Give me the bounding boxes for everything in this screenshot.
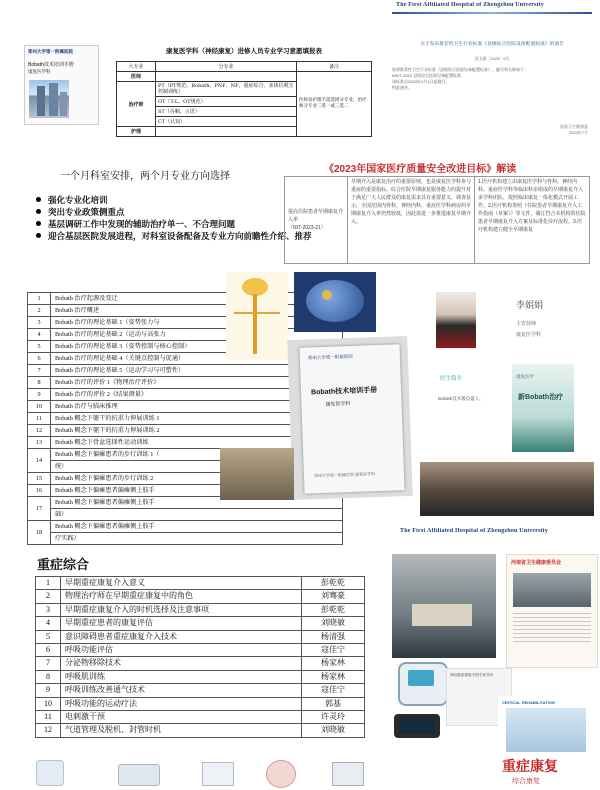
icu-lecturer: 杨家林: [302, 670, 365, 683]
icu-no: 8: [36, 670, 61, 683]
course-name: Bobath 概念下偏瘫患者偏瘫侧上肢手: [51, 485, 343, 497]
course-no: 11: [28, 413, 51, 425]
icu-topic: 呼吸功能评估: [61, 644, 302, 657]
critical-banner: CRITICAL REHABILITATION: [502, 700, 555, 705]
course-name: Bobath 概念下躯干的抗重力伸展训练 2: [51, 425, 343, 437]
form-header: 大专业: [117, 62, 156, 72]
section-2: [0, 132, 600, 264]
icu-no: 9: [36, 684, 61, 697]
icu-no: 1: [36, 577, 61, 590]
course-name-cont: 疗实践）: [51, 533, 343, 545]
manual-title: Bobath技术培训手册: [310, 387, 378, 397]
icu-lecturer: 杨清强: [302, 630, 365, 643]
goal-code: （NIT-2023-21）: [288, 225, 326, 231]
book-cover: [512, 364, 574, 452]
goal-col1: 早期介入是康复治疗的重要原则，也是康复医学科参与重症的重要指标。综合医院早期康复服务能力的提升对于满足广大人民群众的康复需求具有重要意义。调查显示，全国范围内骨科、神经内科、重症医学科病房的早期康复介入率仍然较低，因此需进一步推进康复早期介入。: [348, 177, 475, 264]
course-no: 7: [28, 365, 51, 377]
icu-lecturer: 许灵玲: [302, 711, 365, 724]
icu-no: 11: [36, 711, 61, 724]
notice-line: 该标准自2024年1月1日起施行。: [392, 79, 450, 84]
notice-line: 特此通告。: [392, 85, 412, 90]
icu-topic: 早期重症康复介入意义: [61, 577, 302, 590]
course-no: 16: [28, 485, 51, 497]
course-no: 6: [28, 353, 51, 365]
course-no: 18: [28, 521, 51, 545]
form-major: 医师: [117, 72, 156, 82]
notice-document: [392, 40, 592, 135]
monitor-device: [394, 714, 440, 738]
booklet-cover: [24, 45, 99, 125]
icu-lecturer: 彭乾乾: [302, 603, 365, 616]
manual-footer: 郑州大学第一附属医院 康复医学科: [313, 471, 376, 479]
building-photo: [29, 80, 69, 118]
course-name-cont: 础）: [51, 509, 343, 521]
icu-lecturer: 寇佳宁: [302, 644, 365, 657]
course-no: 5: [28, 341, 51, 353]
course-no: 3: [28, 317, 51, 329]
icu-topic: 早期重症患者的康复评估: [61, 617, 302, 630]
manual-department: 康复医学科: [325, 400, 351, 408]
icu-no: 10: [36, 697, 61, 710]
icu-topic: 气道管理及脱机、封管时机: [61, 724, 302, 737]
form-table: [116, 61, 372, 137]
doctor-title: 主管技师: [516, 321, 537, 327]
classroom-photo: [220, 448, 294, 500]
device-image: [332, 762, 364, 786]
ventilator-device: [398, 662, 448, 706]
goal-table: [284, 176, 590, 264]
icu-no: 2: [36, 590, 61, 603]
course-name: Bobath 治疗的理论基础 4（关键点控制与促通）: [51, 353, 343, 365]
study-form: [116, 42, 372, 135]
course-name: Bobath 概念下偏瘫患者偏瘫侧上肢手: [51, 521, 343, 533]
form-remark: 医师及护理不需选择分专业，治疗师分专业三选一或三选二: [297, 72, 372, 137]
icu-lecturer: 刘晓敏: [302, 724, 365, 737]
icu-no: 12: [36, 724, 61, 737]
manual-photo: [287, 336, 413, 500]
icu-topic: 分泌物移除技术: [61, 657, 302, 670]
device-image: [36, 760, 64, 786]
intro-text: Bobath技术极负盛人。: [438, 396, 484, 401]
poster-title: 神经重症康复中国专家共识: [450, 673, 494, 677]
icu-topic: 呼吸功能的运动疗法: [61, 697, 302, 710]
course-no: 10: [28, 401, 51, 413]
critical-rehab-poster: [498, 696, 596, 788]
doctor-photo: [436, 292, 476, 348]
form-sub-item: OT（T-L、OT规范）: [156, 97, 297, 107]
doctor-name: 李娟娟: [516, 300, 544, 310]
form-sub-item: PT（PT规范、Bobath、PNF、NF、重症综合、多体位脱宝控制训练）: [156, 82, 297, 97]
bullet-item: 基层调研工作中发现的辅助治疗单一、不合理问题: [34, 218, 314, 230]
brain-diagram: [294, 272, 376, 332]
booklet-department: 康复医学科: [28, 69, 51, 74]
icu-lecturer: 彭乾乾: [302, 577, 365, 590]
manual-hospital: 郑州大学第一附属医院: [307, 353, 353, 361]
critical-title: 重症康复: [502, 758, 558, 774]
section-4: [0, 528, 600, 790]
course-name: Bobath 概念下骨盆选择性运动训练: [51, 437, 343, 449]
form-title: 康复医学科（神经康复）进修人员专业学习意愿填报表: [166, 48, 322, 55]
course-no: 9: [28, 389, 51, 401]
section-1: [0, 0, 600, 135]
icu-no: 7: [36, 657, 61, 670]
course-name: Bobath 治疗的评价 1《物理治疗评价》: [51, 377, 343, 389]
icu-ward-photo: [392, 554, 496, 658]
critical-sub: 综合康复: [512, 778, 540, 785]
course-no: 12: [28, 425, 51, 437]
icu-lecturer: 郭基: [302, 697, 365, 710]
bullet-item: 强化专业化培训: [34, 194, 314, 206]
book-title: 新Bobath治疗: [518, 394, 564, 401]
course-no: 15: [28, 473, 51, 485]
form-header: 备注: [297, 62, 372, 72]
notice-date: 2023年7月: [568, 130, 588, 135]
device-image: [118, 764, 160, 786]
course-name: Bobath 概念下躯干的抗重力伸展训练 1: [51, 413, 343, 425]
icu-lecturer: 刘骞豪: [302, 590, 365, 603]
doctor-profile: [428, 274, 596, 364]
form-cell-empty: [156, 72, 297, 82]
notice-line: WS/T-2023 县级综合医院设备配置标准: [392, 73, 462, 78]
icu-no: 6: [36, 644, 61, 657]
schedule-heading: 一个月科室安排，两个月专业方向选择: [60, 171, 230, 182]
doctor-intro: [428, 364, 508, 444]
notice-title: 关于发布推荐性卫生行业标准《县级综合医院设备配置标准》的通告: [420, 42, 564, 47]
form-sub-item: CT（认知）: [156, 117, 297, 127]
goal-label: 提高住院患者早期康复介入率: [288, 209, 344, 223]
course-no: 1: [28, 293, 51, 305]
hospital-banner: The First Affiliated Hospital of Zhengzhou University: [396, 2, 596, 8]
goal-col2: 1.医疗机构建立由康复医学科与骨科、神经内科、重症医学科等临床科室组成的早期康复介入多学科团队，按照临床康复一体化模式开展工作。2.医疗机构参照《住院患者早期康复介入工作指南（草案）》等文件，制订符合本机构的住院患者早期康复介入方案及标准化诊疗流程。3.医疗机构建立健全早期康复: [475, 177, 590, 264]
course-name: Bobath 治疗的理论基础 2（运动与高张力: [51, 329, 343, 341]
form-major: 治疗师: [117, 82, 156, 127]
bullet-item: 迎合基层医院发展进程，对科室设备配备及专业方向前瞻性介绍、推荐: [34, 230, 314, 242]
icu-topic: 物理治疗师在早期重症康复中的角色: [61, 590, 302, 603]
booklet-title: Bobath技术培训手册: [28, 62, 74, 68]
notice-signature: 国家卫生健康委: [560, 124, 588, 129]
goal-label-cell: [285, 177, 348, 264]
course-name: Bobath 概念下偏瘫患者的步行训练 2: [51, 473, 343, 485]
device-image: [202, 762, 234, 786]
course-no: 17: [28, 497, 51, 521]
goal-title: 《2023年国家医疗质量安全改进目标》解读: [324, 164, 517, 175]
newspaper-clip: [506, 554, 598, 668]
hospital-banner-2: The First Affiliated Hospital of Zhengzhou University: [400, 528, 596, 534]
course-no: 4: [28, 329, 51, 341]
icu-lecturer: 寇佳宁: [302, 684, 365, 697]
book-series: 康复医学: [516, 374, 534, 379]
course-no: 2: [28, 305, 51, 317]
course-no: 13: [28, 437, 51, 449]
icu-table: [35, 576, 365, 738]
hospital-logo-text: 郑州大学第一附属医院: [28, 49, 73, 54]
form-sub-item: ST（吞咽、言语）: [156, 107, 297, 117]
doctor-department: 康复医学科: [516, 332, 542, 338]
icu-no: 3: [36, 603, 61, 616]
icu-topic: 电刺激干预: [61, 711, 302, 724]
icu-lecturer: 刘晓敏: [302, 617, 365, 630]
course-name: Bobath 治疗概述: [51, 305, 343, 317]
course-name: Bobath 治疗的理论基础 1（姿势张力与: [51, 317, 343, 329]
course-name: Bobath 治疗的理论基础 3（姿势控制与核心控制）: [51, 341, 343, 353]
icu-topic: 呼吸肌训练: [61, 670, 302, 683]
course-name: Bobath 概念下偏瘫患者偏瘫侧上肢手: [51, 497, 343, 509]
form-major: 护理: [117, 127, 156, 137]
banner-wave: [392, 12, 592, 14]
group-photo: [420, 462, 594, 516]
course-no: 8: [28, 377, 51, 389]
equipment-strip: [32, 756, 372, 788]
icu-topic: 早期重症康复介入的时机选择及注意事项: [61, 603, 302, 616]
course-name: Bobath 治疗的评价 2《结果测量》: [51, 389, 343, 401]
icu-topic: 呼吸训练改善通气技术: [61, 684, 302, 697]
course-name: Bobath 治疗的理论基础 5（运动学习与可塑性）: [51, 365, 343, 377]
newspaper-header: 河南省卫生健康委员会: [511, 560, 562, 566]
course-name-cont: 统）: [51, 461, 343, 473]
course-name: Bobath 概念下偏瘫患者的步行训练 1（: [51, 449, 343, 461]
icu-lecturer: 杨家林: [302, 657, 365, 670]
device-image: [266, 760, 296, 788]
course-no: 14: [28, 449, 51, 473]
icu-no: 4: [36, 617, 61, 630]
bullet-item: 突出专业政策侧重点: [34, 206, 314, 218]
icu-no: 5: [36, 630, 61, 643]
notice-doc-no: 国卫通〔2023〕6号: [474, 56, 510, 61]
intro-label: 医生简介: [440, 376, 463, 382]
spine-illustration: [226, 272, 288, 360]
bullet-list: [34, 194, 314, 242]
notice-line: 现将推荐性卫生行业标准《县级综合医院设备配置标准》，编号和名称如下：: [392, 67, 528, 72]
form-header: 分专业: [156, 62, 297, 72]
course-name: Bobath 治疗起源及变迁: [51, 293, 343, 305]
icu-title: 重症综合: [37, 557, 90, 572]
course-name: Bobath 治疗与临床推理: [51, 401, 343, 413]
icu-topic: 意识障碍患者重症康复介入技术: [61, 630, 302, 643]
